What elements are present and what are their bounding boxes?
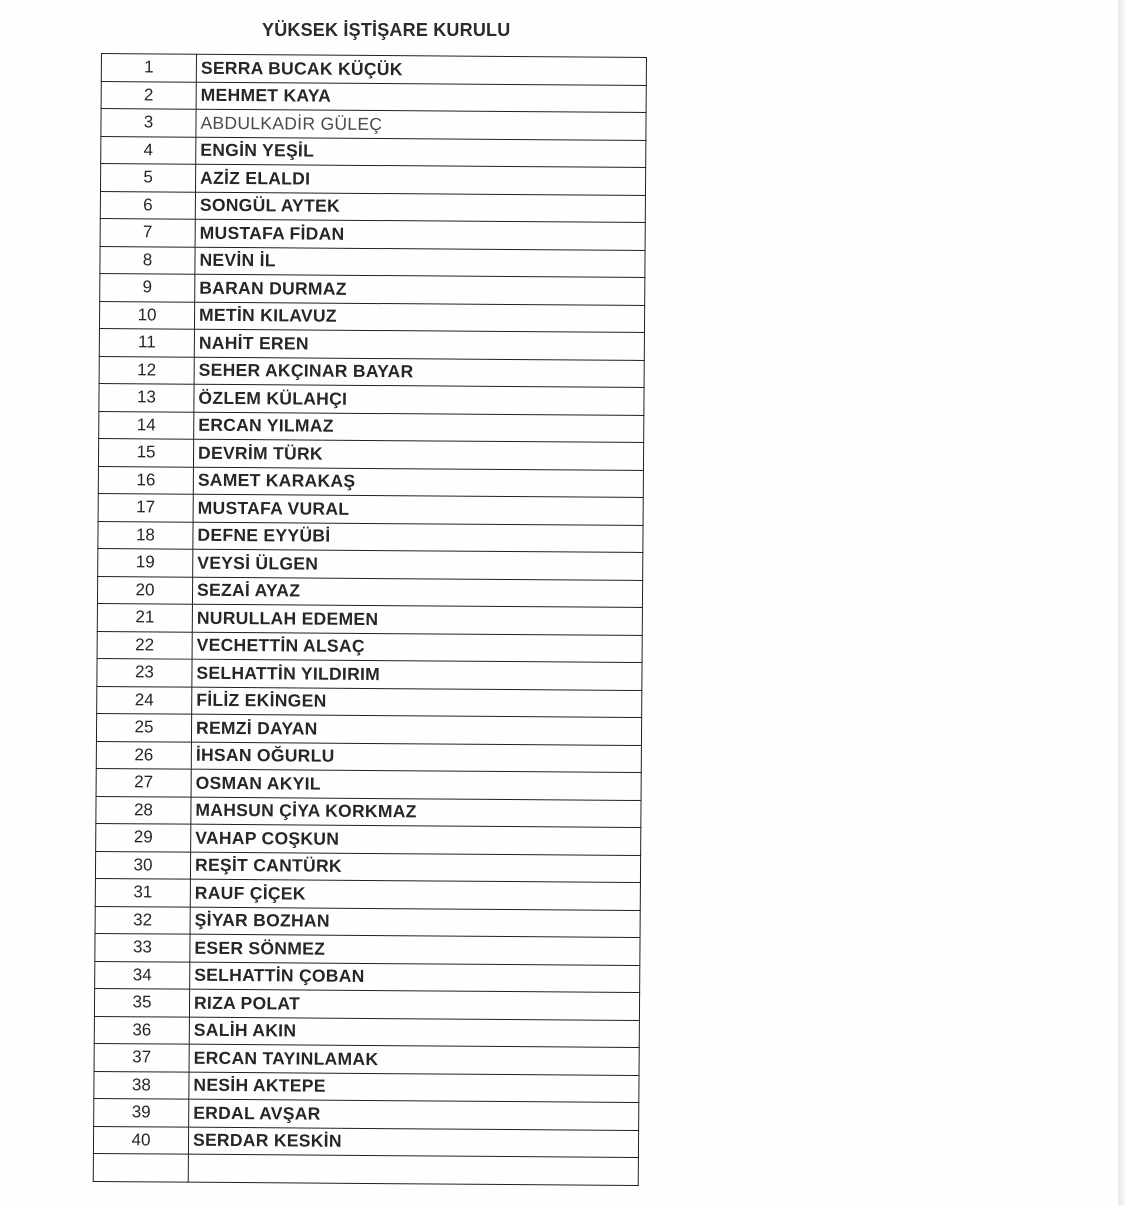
member-name: SELHATTİN ÇOBAN [190,962,640,993]
member-name: REMZİ DAYAN [191,714,641,745]
row-number: 6 [100,191,195,219]
row-number: 28 [96,796,191,824]
table-row [94,1016,639,1047]
table-row [96,741,641,772]
row-number: 32 [95,906,190,934]
table-row [97,576,642,607]
table-row [95,933,640,964]
row-number: 5 [100,164,195,192]
table-row [99,328,644,359]
table-row [99,301,644,332]
table-row [98,548,643,579]
member-name: REŞİT CANTÜRK [190,852,640,883]
table-row [99,383,644,414]
table-row [95,878,640,909]
row-number: 24 [97,686,192,714]
empty-cell [93,1153,188,1181]
row-number: 33 [95,933,190,961]
member-name: FİLİZ EKİNGEN [192,687,642,718]
member-name: METİN KILAVUZ [194,302,644,333]
table-row [100,273,645,304]
row-number: 26 [96,741,191,769]
table-row [93,1126,638,1157]
member-name: SEHER AKÇINAR BAYAR [194,357,644,388]
table-row [98,438,643,469]
member-name: MEHMET KAYA [196,82,646,113]
members-table-wrap [93,53,647,1185]
row-number: 37 [94,1043,189,1071]
member-name: DEFNE EYYÜBİ [193,522,643,553]
row-number: 31 [95,878,190,906]
row-number: 11 [99,328,194,356]
table-row [98,493,643,524]
empty-cell [188,1154,638,1185]
row-number: 29 [96,823,191,851]
member-name: NURULLAH EDEMEN [192,604,642,635]
member-name: ENGİN YEŞİL [196,137,646,168]
row-number: 40 [93,1126,188,1154]
row-number: 38 [94,1071,189,1099]
member-name: SEZAİ AYAZ [192,577,642,608]
members-table-body [93,54,646,1185]
member-name: NEVİN İL [195,247,645,278]
member-name: ESER SÖNMEZ [190,934,640,965]
row-number: 35 [94,988,189,1016]
member-name: RIZA POLAT [189,989,639,1020]
member-name: MUSTAFA VURAL [193,494,643,525]
row-number: 3 [101,109,196,137]
table-row [97,603,642,634]
row-number: 8 [100,246,195,274]
row-number: 13 [99,383,194,411]
table-row [97,631,642,662]
document-title: YÜKSEK İŞTİŞARE KURULU [262,20,511,40]
row-number: 19 [98,548,193,576]
row-number: 27 [96,768,191,796]
row-number: 39 [94,1098,189,1126]
row-number: 23 [97,658,192,686]
member-name: SONGÜL AYTEK [195,192,645,223]
table-row [101,54,646,85]
table-row [94,988,639,1019]
table-row [97,686,642,717]
member-name: MUSTAFA FİDAN [195,219,645,250]
table-row [96,713,641,744]
row-number: 17 [98,493,193,521]
member-name: VAHAP COŞKUN [191,824,641,855]
member-name: ERCAN YILMAZ [194,412,644,443]
row-number: 36 [94,1016,189,1044]
table-row [100,218,645,249]
table-row [96,796,641,827]
table-row [98,521,643,552]
row-number: 21 [97,603,192,631]
row-number: 2 [101,81,196,109]
member-name: ABDULKADİR GÜLEÇ [196,109,646,140]
table-row [94,1098,639,1129]
member-name: ÖZLEM KÜLAHÇI [194,384,644,415]
empty-table-row [93,1153,638,1184]
row-number: 14 [99,411,194,439]
member-name: SERRA BUCAK KÜÇÜK [196,54,646,85]
member-name: İHSAN OĞURLU [191,742,641,773]
row-number: 10 [99,301,194,329]
member-name: ERDAL AVŞAR [189,1099,639,1130]
table-row [101,109,646,140]
table-row [96,768,641,799]
row-number: 4 [101,136,196,164]
table-row [99,411,644,442]
table-row [95,851,640,882]
member-name: BARAN DURMAZ [195,274,645,305]
row-number: 34 [95,961,190,989]
row-number: 9 [100,273,195,301]
table-row [100,164,645,195]
table-row [100,191,645,222]
member-name: DEVRİM TÜRK [193,439,643,470]
table-row [98,466,643,497]
row-number: 16 [98,466,193,494]
member-name: SELHATTİN YILDIRIM [192,659,642,690]
table-row [96,823,641,854]
table-row [94,1043,639,1074]
table-row [101,136,646,167]
table-row [101,81,646,112]
member-name: AZİZ ELALDI [195,164,645,195]
member-name: OSMAN AKYIL [191,769,641,800]
page-edge [1118,0,1125,1205]
table-row [99,356,644,387]
member-name: MAHSUN ÇİYA KORKMAZ [191,797,641,828]
table-row [95,906,640,937]
row-number: 30 [95,851,190,879]
member-name: SERDAR KESKİN [188,1127,638,1158]
member-name: VECHETTİN ALSAÇ [192,632,642,663]
row-number: 25 [96,713,191,741]
members-table [93,53,647,1185]
table-row [94,1071,639,1102]
member-name: NAHİT EREN [194,329,644,360]
row-number: 18 [98,521,193,549]
member-name: SALİH AKIN [189,1017,639,1048]
member-name: ŞİYAR BOZHAN [190,907,640,938]
table-row [100,246,645,277]
member-name: SAMET KARAKAŞ [193,467,643,498]
member-name: NESİH AKTEPE [189,1072,639,1103]
table-row [95,961,640,992]
table-row [97,658,642,689]
member-name: ERCAN TAYINLAMAK [189,1044,639,1075]
row-number: 1 [101,54,196,82]
row-number: 20 [97,576,192,604]
row-number: 22 [97,631,192,659]
row-number: 15 [98,438,193,466]
member-name: VEYSİ ÜLGEN [193,549,643,580]
member-name: RAUF ÇİÇEK [190,879,640,910]
row-number: 7 [100,218,195,246]
row-number: 12 [99,356,194,384]
